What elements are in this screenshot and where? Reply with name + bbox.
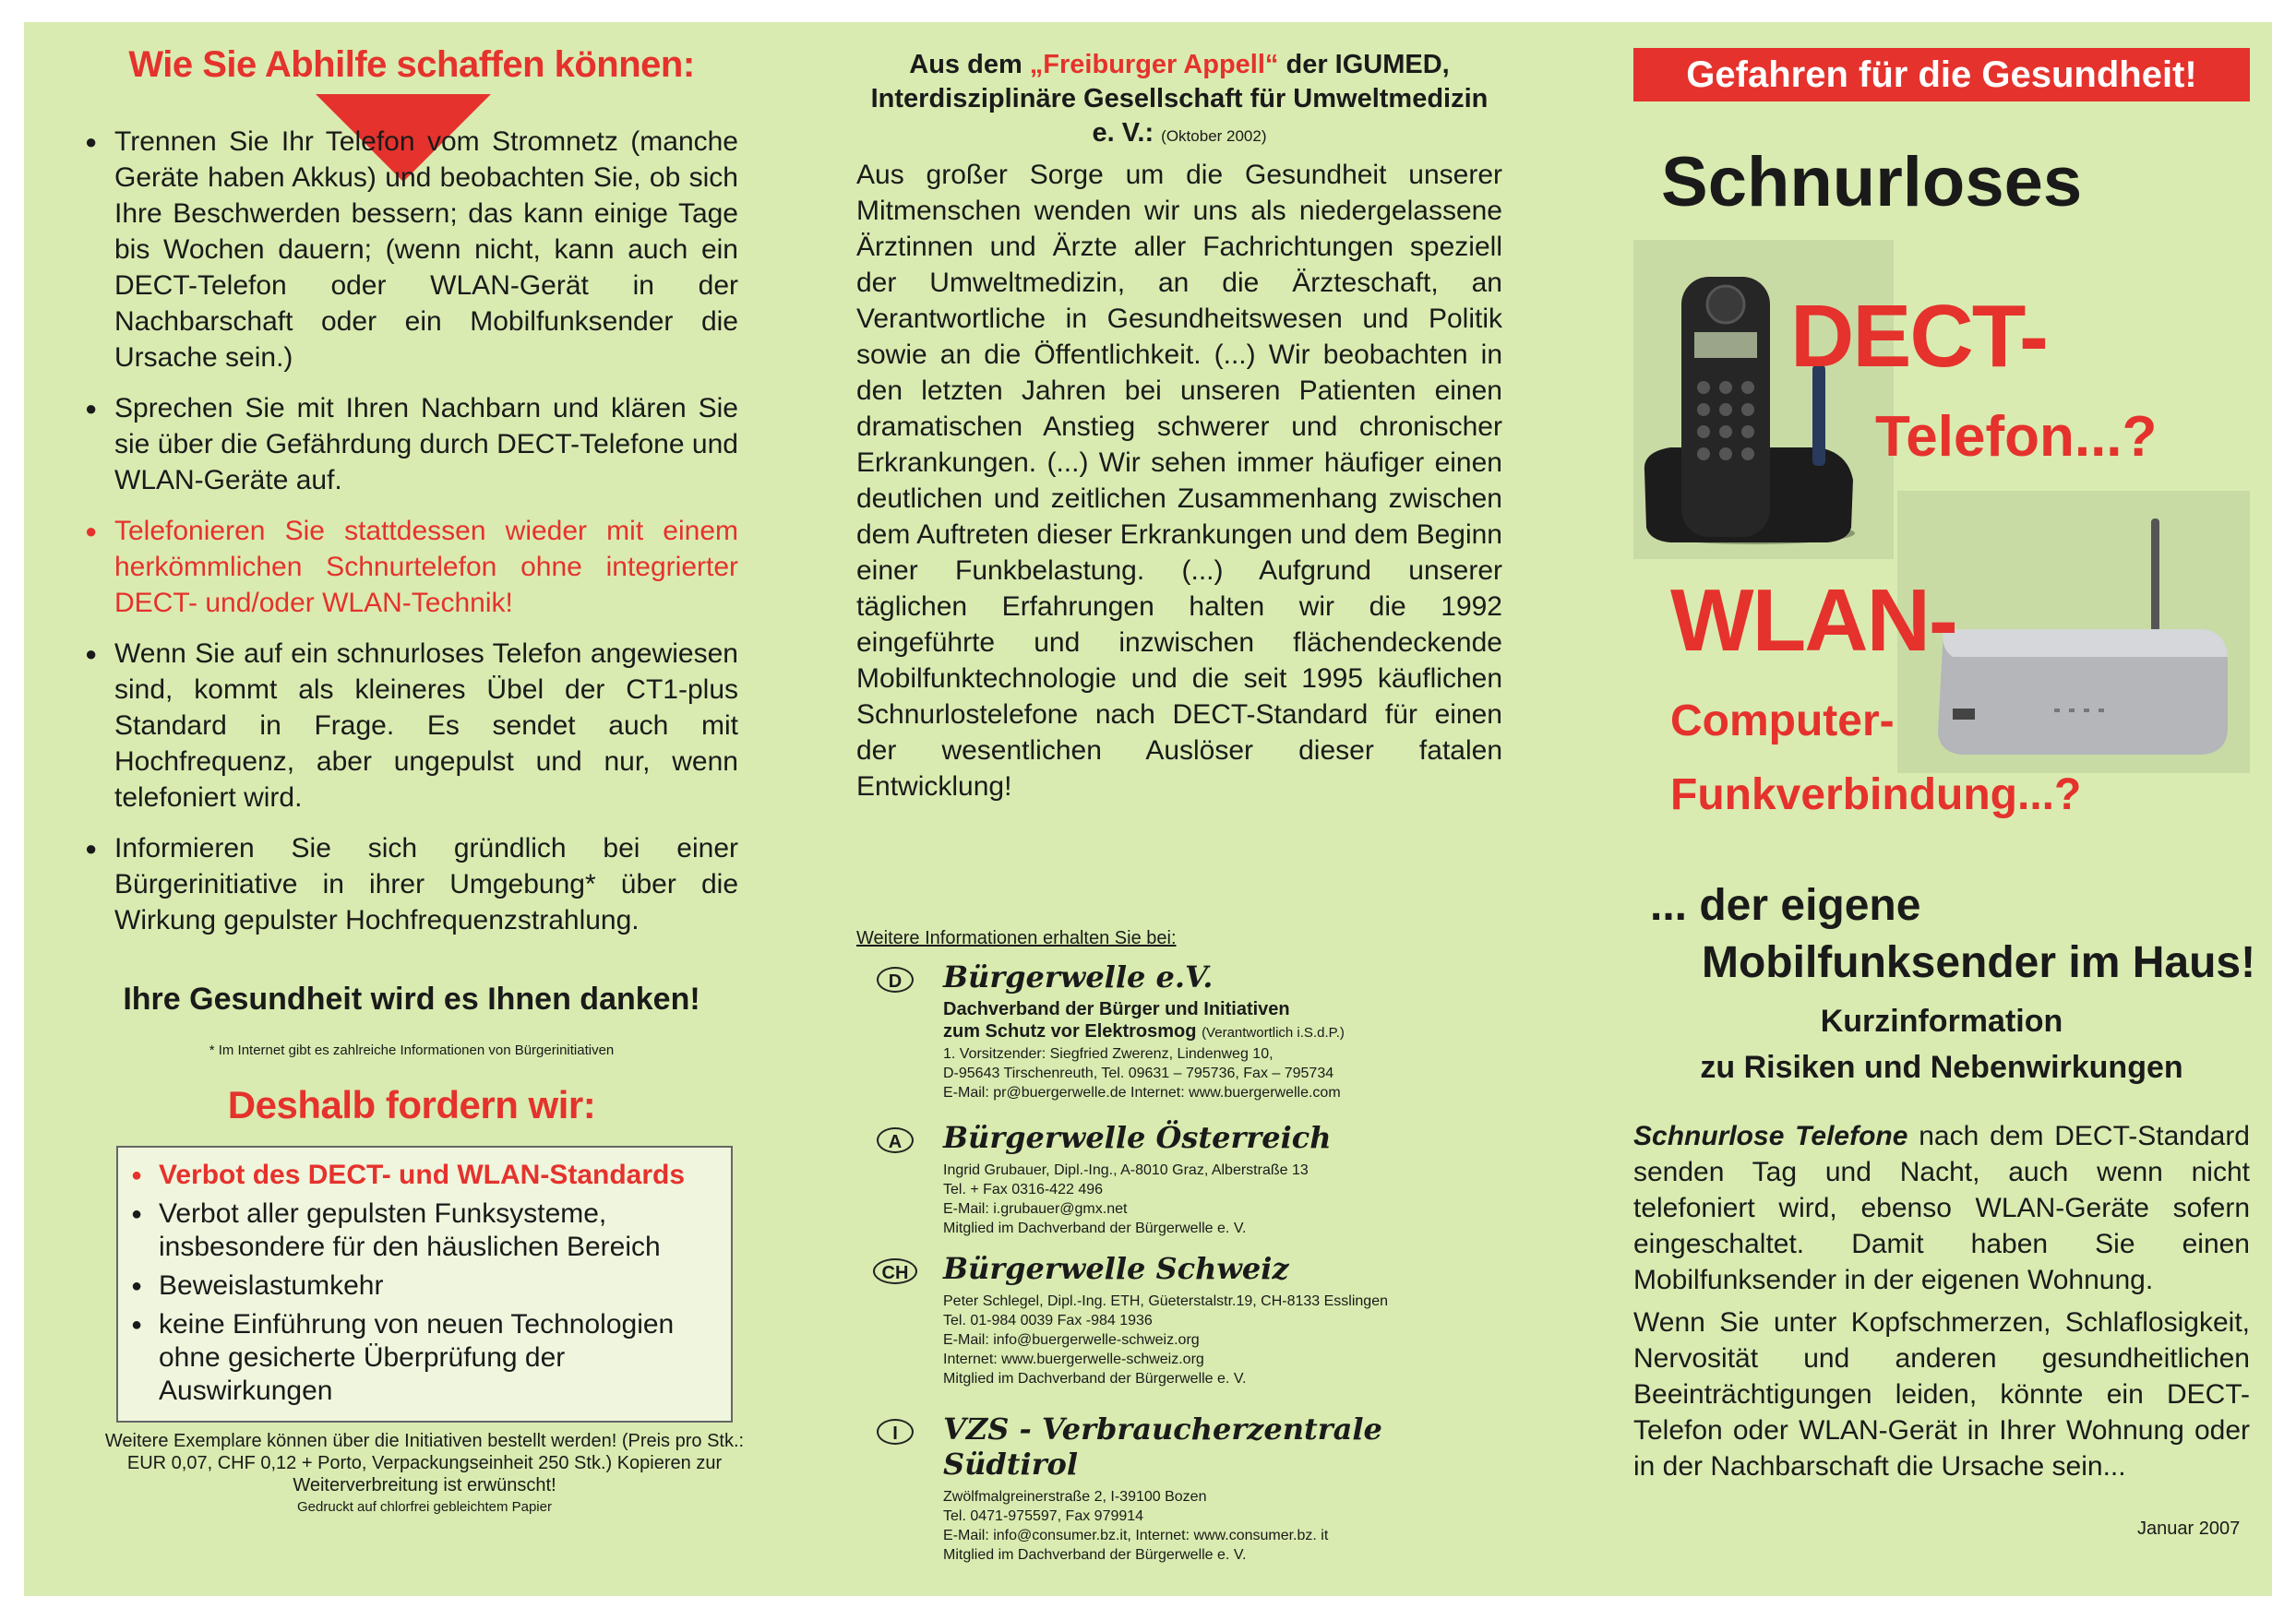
appeal-date: (Oktober 2002) — [1161, 127, 1267, 145]
print-note: Gedruckt auf chlorfrei gebleichtem Papier — [297, 1499, 552, 1515]
tagline-1: ... der eigene — [1650, 881, 1921, 930]
appeal-title-red: „Freiburger Appell“ — [1029, 50, 1279, 79]
org-line: E-Mail: pr@buergerwelle.de Internet: www.buergerwelle.com — [943, 1085, 1341, 1101]
org-line: Mitglied im Dachverband der Bürgerwelle e. V. — [943, 1221, 1247, 1236]
org-line: D-95643 Tirschenreuth, Tel. 09631 – 795736, Fax – 795734 — [943, 1066, 1334, 1081]
org-buergerwelle-schweiz — [943, 1251, 1515, 1388]
org-line: Mitglied im Dachverband der Bürgerwelle e. V. — [943, 1371, 1247, 1387]
org-vzs — [943, 1412, 1515, 1565]
demand-item: ● keine Einführung von neuen Technologien ohne gesicherte Überprüfung der Auswirkungen — [131, 1308, 718, 1408]
title-wlan: WLAN- — [1670, 571, 1956, 670]
country-badge-d: D — [877, 967, 914, 993]
demands-list — [131, 1159, 718, 1408]
country-badge-ch: CH — [873, 1258, 917, 1284]
remedy-item: ● Trennen Sie Ihr Telefon vom Stromnetz (manche Geräte haben Akkus) und beobachten Sie, ob sich Ihre Beschwerden bessern; das kann einige Tage bis Wochen dauern; (wenn nicht, kann auch ein DECT-Telefon oder WLAN-Gerät in der Nachbarschaft oder ein Mobilfunksender die Ursache sein.) — [85, 124, 738, 375]
org-line: Mitglied im Dachverband der Bürgerwelle e. V. — [943, 1547, 1247, 1563]
appeal-title — [856, 48, 1502, 153]
remedy-item-highlight: ● Telefonieren Sie stattdessen wieder mit einem herkömmlichen Schnurtelefon ohne integrierter DECT- und/oder WLAN-Technik! — [85, 513, 738, 621]
symptoms-paragraph: Wenn Sie unter Kopfschmerzen, Schlaflosigkeit, Nervosität und anderen gesundheitlichen Beeinträchtigungen leiden, könnte ein DECT-Telefon oder WLAN-Gerät in Ihrer Wohnung oder in der Nachbarschaft die Ursache sein... — [1633, 1307, 2250, 1482]
org-line: Tel. 0471-975597, Fax 979914 — [943, 1508, 1144, 1524]
title-dect: DECT- — [1790, 287, 2047, 386]
country-badge-a: A — [877, 1127, 914, 1153]
remedy-item: ● Informieren Sie sich gründlich bei einer Bürgerinitiative in ihrer Umgebung* über die Wirkung gepulster Hochfrequenzstrahlung. — [85, 830, 738, 938]
intro-paragraph — [1633, 1118, 2250, 1298]
demands-box — [116, 1146, 733, 1423]
title-telefon: Telefon...? — [1875, 405, 2158, 469]
title-schnurloses: Schnurloses — [1661, 143, 2083, 221]
demand-item: ● Verbot des DECT- und WLAN-Standards — [131, 1159, 718, 1192]
org-line: E-Mail: i.grubauer@gmx.net — [943, 1201, 1128, 1217]
tagline-3: Kurzinformation — [1820, 1004, 2063, 1039]
org-line: Peter Schlegel, Dipl.-Ing. ETH, Güeterstalstr.19, CH-8133 Esslingen — [943, 1293, 1388, 1309]
remedy-list — [85, 124, 738, 953]
org-sub1: Dachverband der Bürger und Initiativen — [943, 999, 1290, 1019]
footnote: * Im Internet gibt es zahlreiche Informationen von Bürgerinitiativen — [209, 1042, 615, 1058]
demand-heading: Deshalb fordern wir: — [227, 1083, 596, 1126]
org-buergerwelle-ev — [943, 959, 1515, 1102]
org-sub2-note: (Verantwortlich i.S.d.P.) — [1202, 1025, 1345, 1041]
org-line: Zwölfmalgreinerstraße 2, I-39100 Bozen — [943, 1489, 1207, 1505]
org-name: Bürgerwelle Schweiz — [943, 1251, 1289, 1286]
tagline-2: Mobilfunksender im Haus! — [1702, 938, 2256, 987]
order-note: Weitere Exemplare können über die Initiativen bestellt werden! (Preis pro Stk.: EUR 0,07, CHF 0,12 + Porto, Verpackungseinheit 250 Stk.) Kopieren zur Weiterverbreitung ist erwünscht! — [104, 1431, 745, 1495]
tagline-4: zu Risiken und Nebenwirkungen — [1700, 1050, 2183, 1085]
org-line: E-Mail: info@buergerwelle-schweiz.org — [943, 1332, 1200, 1348]
org-sub2: zum Schutz vor Elektrosmog — [943, 1021, 1197, 1042]
appeal-title-post: der IGUMED, Interdisziplinäre Gesellschaft für Umweltmedizin e. V.: — [870, 50, 1489, 148]
org-line: 1. Vorsitzender: Siegfried Zwerenz, Lindenweg 10, — [943, 1046, 1274, 1062]
title-computer: Computer- — [1670, 697, 1895, 745]
org-line: Tel. 01-984 0039 Fax -984 1936 — [943, 1313, 1153, 1328]
remedy-item: ● Wenn Sie auf ein schnurloses Telefon angewiesen sind, kommt als kleineres Übel der CT1-plus Standard in Frage. Es sendet auch mit Hochfrequenz, aber ungepulst und nur, wenn telefoniert wird. — [85, 636, 738, 816]
org-line: Tel. + Fax 0316-422 496 — [943, 1182, 1104, 1197]
info-label: Weitere Informationen erhalten Sie bei: — [856, 928, 1177, 948]
intro-rest: nach dem DECT-Standard senden Tag und Nacht, auch wenn nicht telefoniert wird, ebenso WLAN-Geräte sofern eingeschaltet. Damit haben Sie einen Mobilfunksender in der eigenen Wohnung. — [1633, 1121, 2250, 1295]
org-name: VZS - Verbraucherzentrale Südtirol — [943, 1412, 1382, 1482]
appeal-title-pre: Aus dem — [909, 50, 1030, 79]
org-name: Bürgerwelle e.V. — [943, 959, 1214, 995]
danger-banner: Gefahren für die Gesundheit! — [1633, 48, 2250, 101]
title-funkverbindung: Funkverbindung...? — [1670, 770, 2082, 819]
org-line: E-Mail: info@consumer.bz.it, Internet: www.consumer.bz. it — [943, 1528, 1329, 1543]
country-badge-i: I — [877, 1419, 914, 1445]
org-line: Internet: www.buergerwelle-schweiz.org — [943, 1352, 1204, 1367]
demand-item: ● Beweislastumkehr — [131, 1269, 718, 1303]
remedy-item: ● Sprechen Sie mit Ihren Nachbarn und klären Sie sie über die Gefährdung durch DECT-Telefone und WLAN-Geräte auf. — [85, 390, 738, 498]
heading-remedy: Wie Sie Abhilfe schaffen können: — [128, 44, 695, 85]
brochure-page — [24, 22, 2272, 1596]
issue-date: Januar 2007 — [2137, 1519, 2241, 1539]
org-buergerwelle-oesterreich — [943, 1120, 1515, 1238]
intro-italic: Schnurlose Telefone — [1633, 1121, 1908, 1151]
org-name: Bürgerwelle Österreich — [943, 1120, 1332, 1155]
appeal-quote: Aus großer Sorge um die Gesundheit unserer Mitmenschen wenden wir uns als niedergelassene Ärztinnen und Ärzte aller Fachrichtungen speziell der Umweltmedizin, an die Ärzteschaft, an Verantwortliche in Gesundheitswesen und Politik sowie an die Öffentlichkeit. (...) Wir beobachten in den letzten Jahren bei unseren Patienten einen dramatischen Anstieg schwerer und chronischer Erkrankungen. (...) Wir sehen immer häufiger einen deutlichen und zeitlichen Zusammenhang zwischen dem Auftreten dieser Erkrankungen und dem Beginn einer Funkbelastung. (...) Aufgrund unserer täglichen Erfahrungen halten wir die 1992 eingeführte und inzwischen flächendeckende Mobilfunktechnologie und die seit 1995 käuflichen Schnurlostelefone nach DECT-Standard für einen der wesentlichen Auslöser dieser fatalen Entwicklung! — [856, 160, 1502, 802]
closing-line: Ihre Gesundheit wird es Ihnen danken! — [123, 982, 700, 1017]
org-line: Ingrid Grubauer, Dipl.-Ing., A-8010 Graz, Alberstraße 13 — [943, 1162, 1309, 1178]
demand-item: ● Verbot aller gepulsten Funksysteme, insbesondere für den häuslichen Bereich — [131, 1197, 718, 1264]
